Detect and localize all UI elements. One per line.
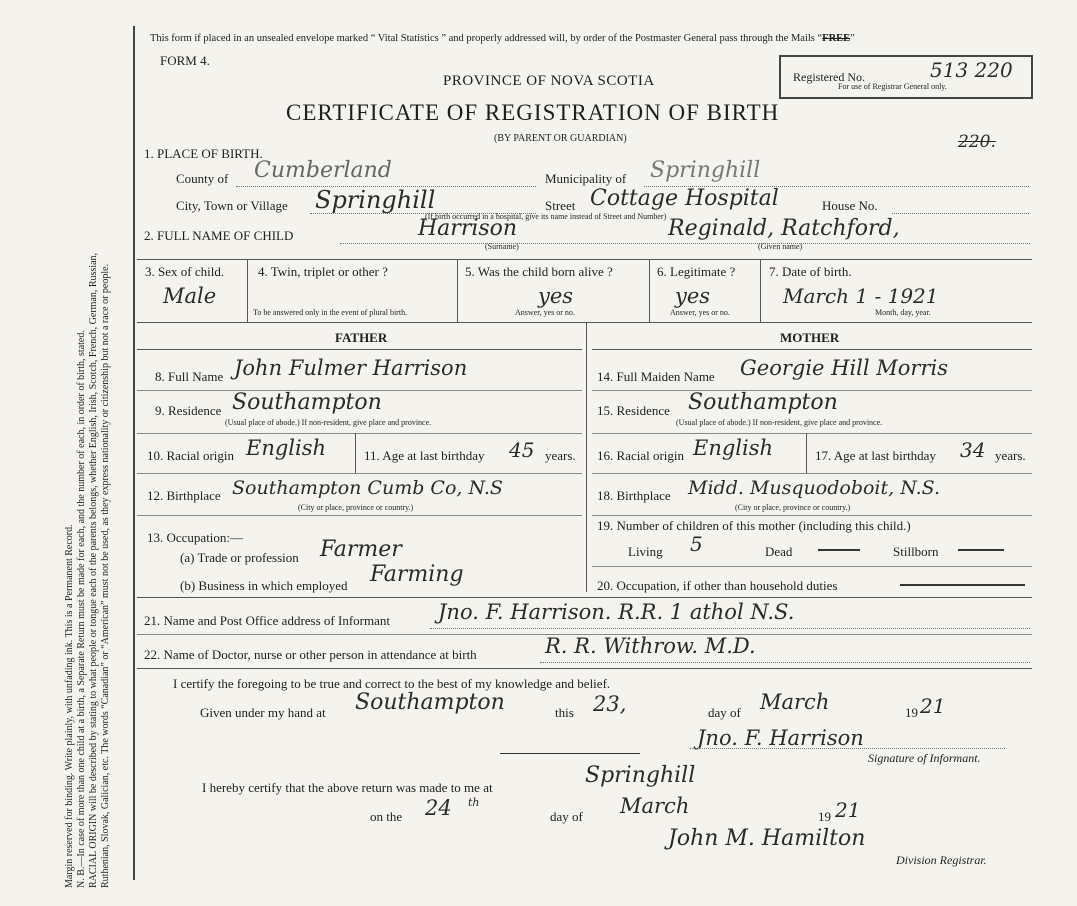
mother-race-value: English — [693, 436, 774, 460]
mother-heading: MOTHER — [780, 330, 840, 345]
day-value: 23, — [593, 692, 627, 716]
mother-birthplace-note: (City or place, province or country.) — [735, 503, 851, 512]
mother-row-line-2 — [592, 433, 1032, 434]
stillborn-dash — [958, 549, 1004, 551]
legit-label: 6. Legitimate ? — [657, 264, 736, 279]
street-value: Cottage Hospital — [590, 186, 779, 211]
row-bottom-line — [137, 322, 1032, 323]
twin-label: 4. Twin, triplet or other ? — [258, 264, 388, 279]
certificate-title: CERTIFICATE OF REGISTRATION OF BIRTH — [286, 100, 780, 125]
alive-label: 5. Was the child born alive ? — [465, 264, 613, 279]
divider-4 — [760, 259, 761, 322]
father-heading: FATHER — [335, 330, 388, 345]
trade-label: (a) Trade or profession — [180, 550, 299, 565]
trade-value: Farmer — [320, 537, 402, 562]
mother-birthplace-label: 18. Birthplace — [597, 488, 671, 503]
stillborn-label: Stillborn — [893, 544, 939, 559]
given-name-caption: (Given name) — [758, 242, 803, 251]
margin-line-1: Margin reserved for binding. Write plainly, with unfading ink. This is a Permanent Record. — [64, 524, 75, 888]
business-value: Farming — [370, 562, 464, 587]
dead-label: Dead — [765, 544, 793, 559]
street-label: Street — [545, 198, 576, 213]
city-label: City, Town or Village — [176, 198, 288, 213]
municipality-value: Springhill — [650, 158, 761, 183]
mother-age-divider — [806, 433, 807, 473]
municipality-label: Municipality of — [545, 171, 627, 186]
postal-note: This form if placed in an unsealed envelope marked “ Vital Statistics ” and properly addressed will, by order of the Postmaster General pass through the Mails “FREE” — [150, 33, 855, 44]
date-note: Month, day, year. — [875, 308, 931, 317]
short-rule — [500, 753, 640, 754]
registrar-caption: Division Registrar. — [896, 853, 987, 867]
row-top-line — [137, 259, 1032, 260]
father-res-note: (Usual place of abode.) If non-resident, give place and province. — [225, 418, 432, 427]
return-day: 24 — [425, 796, 452, 820]
alive-value: yes — [538, 284, 574, 308]
margin-line-3: RACIAL ORIGIN will be described by stating to what people or tongue each of the parents belongs, whether English, Irish, Scotch, French, German, Russian, — [88, 252, 99, 888]
informant-label: 21. Name and Post Office address of Informant — [144, 613, 390, 628]
mother-occ-label: 20. Occupation, if other than household duties — [597, 578, 838, 593]
on-the-label: on the — [370, 809, 403, 824]
center-divider — [586, 322, 587, 592]
father-age-divider — [355, 433, 356, 473]
surname-value: Harrison — [418, 216, 518, 241]
child-name-label: 2. FULL NAME OF CHILD — [144, 228, 294, 243]
father-years: years. — [545, 448, 576, 463]
mother-res-label: 15. Residence — [597, 403, 670, 418]
corner-mark: 220. — [958, 132, 996, 152]
child-name-line — [340, 243, 1030, 244]
divider-2 — [457, 259, 458, 322]
parents-bottom-line — [137, 597, 1032, 598]
return-day-of: day of — [550, 809, 583, 824]
year-prefix: 19 — [905, 705, 918, 720]
year-value: 21 — [920, 694, 946, 718]
county-value: Cumberland — [254, 158, 392, 183]
twin-note: To be answered only in the event of plural birth. — [253, 308, 408, 317]
certify-statement: I certify the foregoing to be true and correct to the best of my knowledge and belief. — [173, 676, 611, 691]
informant-line — [430, 628, 1030, 629]
mother-res-note: (Usual place of abode.) If non-resident, give place and province. — [676, 418, 883, 427]
return-month: March — [620, 794, 690, 818]
this-label: this — [555, 705, 574, 720]
business-label: (b) Business in which employed — [180, 578, 348, 593]
informant-signature: Jno. F. Harrison — [697, 726, 864, 750]
doctor-line — [540, 662, 1030, 663]
father-birthplace-note: (City or place, province or country.) — [298, 503, 414, 512]
margin-line-2: N. B.—In case of more than one child at a birth, a Separate Return must be made for each, and the number of each, in order of birth, stated. — [76, 330, 87, 888]
occupation-label: 13. Occupation:— — [147, 530, 244, 545]
house-line — [892, 213, 1029, 214]
place-heading: 1. PLACE OF BIRTH. — [144, 146, 263, 161]
mother-name-value: Georgie Hill Morris — [740, 356, 949, 380]
return-label: I hereby certify that the above return was made to me at — [202, 780, 493, 795]
province-heading: PROVINCE OF NOVA SCOTIA — [443, 73, 655, 89]
father-row-line-3 — [137, 473, 582, 474]
form-number: FORM 4. — [160, 53, 210, 68]
signature-line — [690, 748, 1005, 749]
father-birthplace-value: Southampton Cumb Co, N.S — [232, 477, 503, 499]
father-res-value: Southampton — [232, 390, 382, 415]
return-year-prefix: 19 — [818, 809, 831, 824]
mother-name-label: 14. Full Maiden Name — [597, 369, 715, 384]
father-birthplace-label: 12. Birthplace — [147, 488, 221, 503]
living-value: 5 — [690, 532, 703, 556]
month-value: March — [760, 690, 830, 714]
city-value: Springhill — [315, 186, 436, 214]
doctor-row-line — [137, 668, 1032, 669]
doctor-label: 22. Name of Doctor, nurse or other person in attendance at birth — [144, 647, 477, 662]
legit-value: yes — [675, 284, 711, 308]
registered-no-value: 513 220 — [930, 58, 1013, 82]
doctor-value: R. R. Withrow. M.D. — [545, 634, 756, 658]
house-label: House No. — [822, 198, 878, 213]
return-year: 21 — [835, 798, 861, 822]
hospital-note: (If birth occurred in a hospital, give its name instead of Street and Number) — [425, 212, 667, 221]
alive-note: Answer, yes or no. — [515, 308, 575, 317]
mother-age-value: 34 — [960, 438, 986, 462]
given-place: Southampton — [355, 690, 505, 715]
registrar-signature: John M. Hamilton — [668, 826, 866, 851]
father-race-value: English — [246, 436, 327, 460]
dead-dash — [818, 549, 860, 551]
legit-note: Answer, yes or no. — [670, 308, 730, 317]
sex-label: 3. Sex of child. — [145, 264, 225, 279]
mother-res-value: Southampton — [688, 390, 838, 415]
surname-caption: (Surname) — [485, 242, 519, 251]
day-of-label: day of — [708, 705, 741, 720]
mother-birthplace-value: Midd. Musquodoboit, N.S. — [688, 477, 941, 499]
father-name-value: John Fulmer Harrison — [234, 356, 468, 380]
father-race-label: 10. Racial origin — [147, 448, 235, 463]
mother-race-label: 16. Racial origin — [597, 448, 685, 463]
registered-no-label: Registered No. — [793, 70, 865, 84]
mother-years: years. — [995, 448, 1026, 463]
mother-age-label: 17. Age at last birthday — [815, 448, 936, 463]
father-res-label: 9. Residence — [155, 403, 222, 418]
father-row-line-2 — [137, 433, 582, 434]
return-place: Springhill — [585, 763, 696, 788]
registrar-note: For use of Registrar General only. — [838, 82, 947, 91]
county-label: County of — [176, 171, 229, 186]
certificate-subtitle: (BY PARENT OR GUARDIAN) — [494, 133, 627, 144]
father-name-label: 8. Full Name — [155, 369, 224, 384]
father-age-label: 11. Age at last birthday — [364, 448, 485, 463]
father-row-line-4 — [137, 515, 582, 516]
signature-caption: Signature of Informant. — [868, 751, 981, 765]
given-label: Given under my hand at — [200, 705, 326, 720]
mother-row-line-5 — [592, 566, 1032, 567]
mother-row-line-3 — [592, 473, 1032, 474]
informant-value: Jno. F. Harrison. R.R. 1 athol N.S. — [438, 600, 795, 624]
mother-occ-dash — [900, 584, 1025, 586]
mother-row-line-4 — [592, 515, 1032, 516]
margin-instructions — [64, 28, 112, 888]
date-label: 7. Date of birth. — [769, 264, 852, 279]
divider-3 — [649, 259, 650, 322]
return-day-suffix: th — [468, 796, 480, 809]
divider-1 — [247, 259, 248, 322]
sex-value: Male — [163, 284, 217, 308]
father-head-line — [137, 349, 582, 350]
mother-head-line — [592, 349, 1032, 350]
children-label: 19. Number of children of this mother (including this child.) — [597, 518, 911, 533]
given-name-value: Reginald, Ratchford, — [668, 216, 900, 241]
father-age-value: 45 — [509, 438, 535, 462]
living-label: Living — [628, 544, 663, 559]
date-value: March 1 - 1921 — [783, 284, 939, 308]
margin-line-4: Ruthenian, Slovak, Galician, etc. The words “Canadian” or “American” must not be used, as they express nationality or citizenship but not a race or people. — [100, 263, 111, 888]
